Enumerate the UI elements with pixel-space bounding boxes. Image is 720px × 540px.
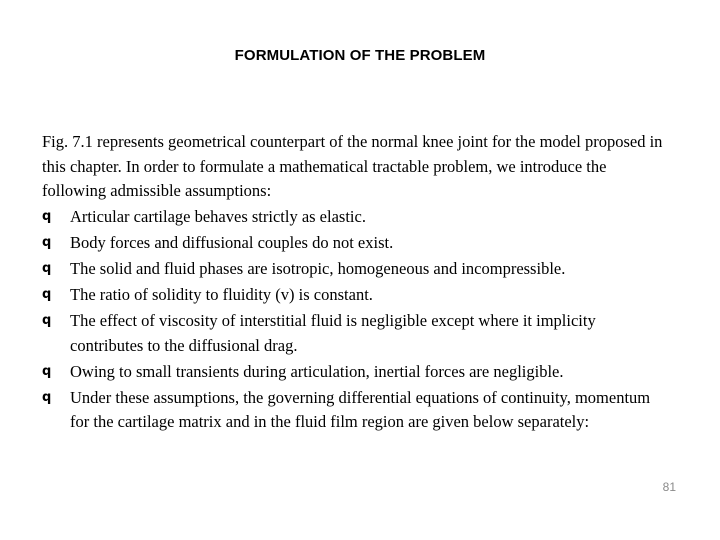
page-title: FORMULATION OF THE PROBLEM xyxy=(234,47,486,64)
checkbox-bullet-icon: q xyxy=(42,363,52,379)
checkbox-bullet-icon: q xyxy=(42,235,52,250)
checkbox-bullet-icon: q xyxy=(42,287,52,302)
assumption-text: Owing to small transients during articulation, inertial forces are negligible. xyxy=(70,361,564,381)
checkbox-bullet-icon: q xyxy=(42,313,52,328)
intro-paragraph: Fig. 7.1 represents geometrical counterpart of the normal knee joint for the model proposed in this chapter. In order to formulate a mathematical tractable problem, we introduce the following admissible assumptions: xyxy=(42,132,663,200)
list-item xyxy=(42,231,672,256)
list-item xyxy=(42,257,672,282)
page-number: 81 xyxy=(662,480,676,494)
assumption-text: The effect of viscosity of interstitial fluid is negligible except where it implicity contributes to the diffusional drag. xyxy=(70,311,596,355)
list-item xyxy=(42,309,672,358)
assumption-text: Body forces and diffusional couples do not exist. xyxy=(70,233,394,252)
assumption-text: The solid and fluid phases are isotropic, homogeneous and incompressible. xyxy=(70,259,566,278)
checkbox-bullet-icon: q xyxy=(42,389,52,405)
checkbox-bullet-icon: q xyxy=(42,209,52,224)
assumption-list xyxy=(42,205,672,435)
document-body xyxy=(42,130,672,435)
assumption-text: The ratio of solidity to fluidity (v) is constant. xyxy=(70,285,373,304)
list-item xyxy=(42,386,672,435)
list-item xyxy=(42,360,672,385)
list-item xyxy=(42,205,672,230)
assumption-text: Articular cartilage behaves strictly as elastic. xyxy=(70,207,366,226)
checkbox-bullet-icon: q xyxy=(42,261,52,276)
list-item xyxy=(42,283,672,308)
assumption-text: Under these assumptions, the governing differential equations of continuity, momentum for the cartilage matrix and in the fluid film region are given below separately: xyxy=(70,387,651,431)
